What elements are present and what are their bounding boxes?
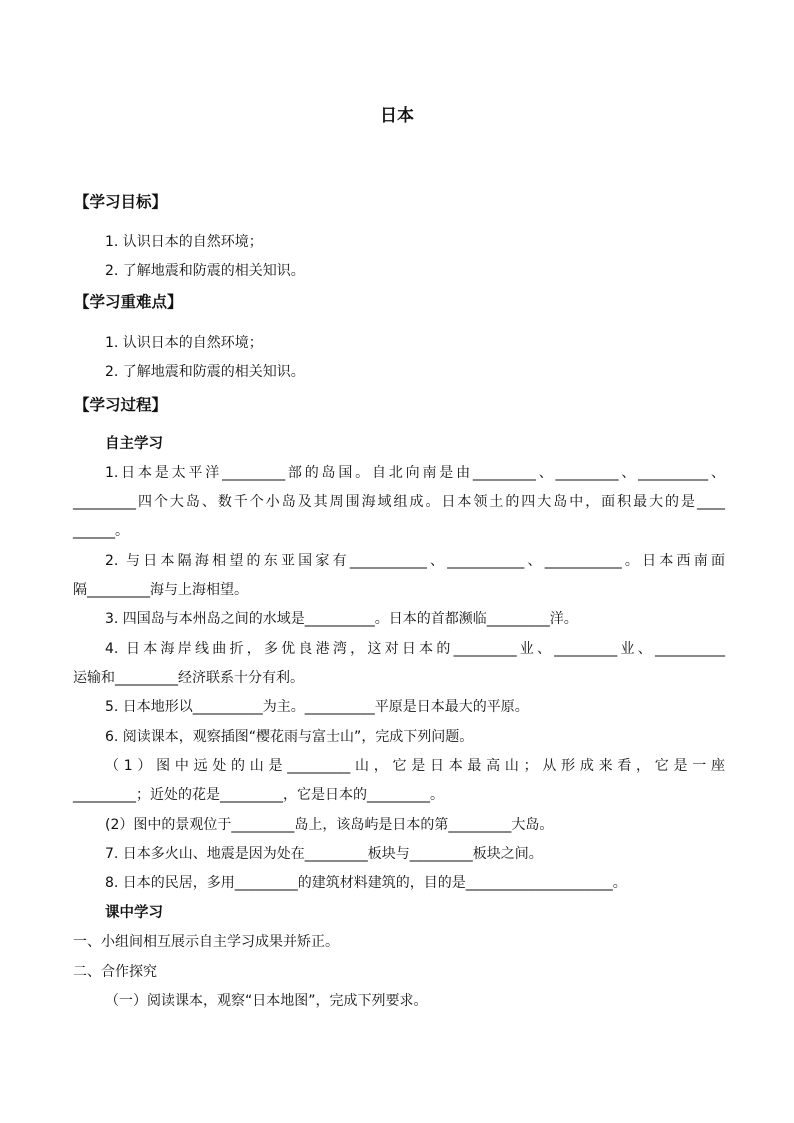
text-line: _________四个大岛、数千个小岛及其周围海域组成。日本领土的四大岛中，面积最大的是____: [73, 494, 725, 510]
goal-item: 2. 了解地震和防震的相关知识。: [105, 263, 305, 279]
text-line: 2. 与日本隔海相望的东亚国家有___________、___________、___________。日本西南面: [105, 553, 725, 569]
text-line: 二、合作探究: [73, 964, 157, 980]
text-line: 一、小组间相互展示自主学习成果并矫正。: [73, 934, 339, 950]
text-line: (2）图中的景观位于_________岛上，该岛屿是日本的第_________大岛。: [105, 817, 554, 833]
difficulty-item: 2. 了解地震和防震的相关知识。: [105, 364, 305, 380]
section-heading-process: 【学习过程】: [74, 396, 168, 414]
text-line: ______。: [73, 523, 129, 539]
text-line: 5. 日本地形以__________为主。__________平原是日本最大的平原。: [105, 699, 529, 715]
text-line: （一）阅读课本，观察“日本地图”，完成下列要求。: [105, 993, 428, 1009]
difficulty-item: 1. 认识日本的自然环境；: [105, 335, 263, 351]
page-title: 日本: [380, 106, 414, 126]
text-line: 隔_________海与上海相望。: [73, 582, 248, 598]
section-heading-difficulties: 【学习重难点】: [74, 293, 183, 311]
text-line: 1.日本是太平洋_________部的岛国。自北向南是由_________、_________、__________、: [105, 465, 725, 481]
text-line: 运输和_________经济联系十分有利。: [73, 670, 304, 686]
text-line: 3. 四国岛与本州岛之间的水域是__________。日本的首都濒临_________洋。: [105, 611, 578, 627]
goal-item: 1. 认识日本的自然环境；: [105, 234, 263, 250]
section-heading-goals: 【学习目标】: [74, 193, 168, 211]
text-line: 6. 阅读课本，观察插图“樱花雨与富士山”，完成下列问题。: [105, 729, 474, 745]
text-line: _________；近处的花是_________，它是日本的_________。: [73, 787, 444, 803]
text-line: 4. 日本海岸线曲折，多优良港湾，这对日本的_________业、_________业、__________: [105, 641, 725, 657]
text-line: 8. 日本的民居，多用_________的建筑材料建筑的，目的是_____________________。: [105, 875, 627, 891]
text-line: （1）图中远处的山是_________山，它是日本最高山；从形成来看，它是一座: [105, 758, 725, 774]
text-line: 7. 日本多火山、地震是因为处在_________板块与_________板块之间。: [105, 846, 543, 862]
subsection-heading-self-study: 自主学习: [105, 436, 163, 452]
subsection-heading-in-class: 课中学习: [105, 905, 163, 921]
